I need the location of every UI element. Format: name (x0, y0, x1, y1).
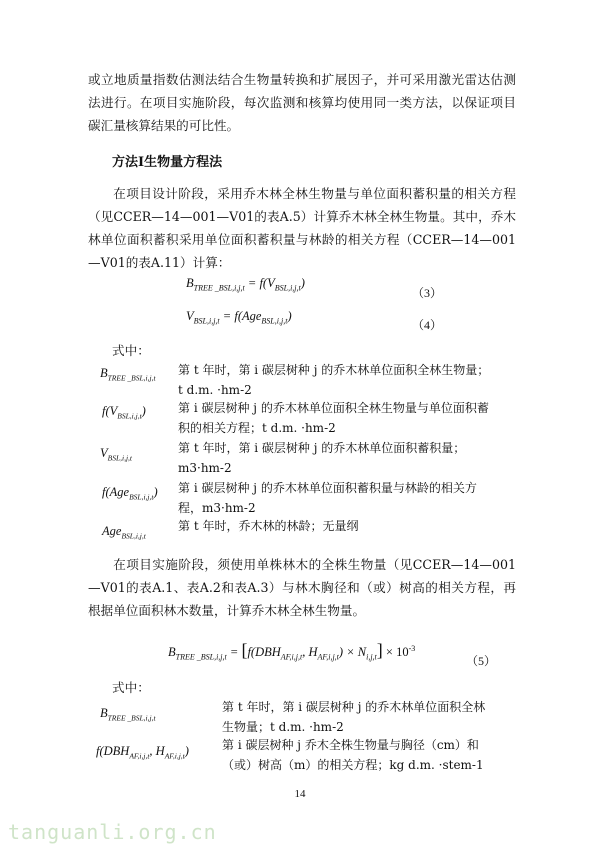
watermark-text: tanguanli.org.cn (8, 820, 217, 844)
definition-fage: 第 i 碳层树种 j 的乔木林单位面积蓄积量与林龄的相关方程，m3·hm-2 (178, 481, 477, 515)
definition-btree-2: 第 t 年时，第 i 碳层树种 j 的乔木林单位面积全林生物量；t d.m. ·hm-2 (222, 700, 486, 734)
definition-age: 第 t 年时，乔木林的林龄；无量纲 (178, 519, 359, 533)
symbol-btree: $B_{TREE \_BSL,i,j,t}$ (100, 366, 156, 383)
equation-4: $V_{BSL,i,j,t} = f(Age_{BSL,i,j,t})$ (186, 309, 292, 326)
where-label-1: 式中： (112, 343, 150, 358)
where-label-2: 式中： (112, 680, 150, 695)
equation-3: $B_{TREE \_BSL,i,j,t} = f(V_{BSL,i,j,t})$ (186, 276, 305, 293)
equation-5: $B_{TREE \_BSL,i,j,t} = [f(DBH_{AF,i,j,t}$, $H_{AF,i,j,t}) \times N_{i,j,t}] \times 10^{-3}$ (168, 640, 416, 662)
definition-fdbh: 第 i 碳层树种 j 乔木全株生物量与胸径（cm）和（或）树高（m）的相关方程；kg d.m. ·stem-1 (222, 738, 484, 772)
definition-btree: 第 t 年时，第 i 碳层树种 j 的乔木林单位面积全林生物量；t d.m. ·hm-2 (178, 363, 490, 397)
equation-4-number: （4） (412, 318, 443, 332)
definition-v: 第 t 年时，第 i 碳层树种 j 的乔木林单位面积蓄积量；m3·hm-2 (178, 441, 466, 475)
symbol-btree-2: $B_{TREE \_BSL,i,j,t}$ (100, 706, 156, 723)
implementation-paragraph: 在项目实施阶段，须使用单株林木的全株生物量（见CCER—14—001—V01的表A.1、表A.2和表A.3）与林木胸径和（或）树高的相关方程，再根据单位面积林木数量，计算乔木林全林生物量。 (88, 557, 516, 618)
definition-fv: 第 i 碳层树种 j 的乔木林单位面积全林生物量与单位面积蓄积的相关方程；t d.m. ·hm-2 (178, 401, 489, 435)
symbol-v: $V_{BSL,i,j,t}$ (100, 446, 133, 463)
symbol-fage: f(Age$_{BSL,i,j,t}$) (102, 485, 158, 502)
symbol-fv: $f(V_{BSL,i,j,t})$ (102, 404, 146, 421)
equation-5-number: （5） (466, 654, 497, 668)
symbol-age: Age$_{BSL,i,j,t}$ (102, 524, 146, 541)
method-paragraph: 在项目设计阶段，采用乔木林全林生物量与单位面积蓄积量的相关方程（见CCER—14—001—V01的表A.5）计算乔木林全林生物量。其中，乔木林单位面积蓄积采用单位面积蓄积量与林龄的相关方程（CCER—14—001—V01的表A.11）计算： (88, 186, 516, 270)
intro-paragraph: 或立地质量指数估测法结合生物量转换和扩展因子，并可采用激光雷达估测法进行。在项目实施阶段，每次监测和核算均使用同一类方法，以保证项目碳汇量核算结果的可比性。 (88, 72, 516, 133)
method-heading: 方法Ⅰ生物量方程法 (112, 155, 223, 170)
equation-3-number: （3） (412, 286, 443, 300)
page-number: 14 (294, 788, 306, 800)
symbol-fdbh: $f(DBH_{AF,i,j,t}$, $H_{AF,i,j,t}$) (96, 744, 189, 761)
